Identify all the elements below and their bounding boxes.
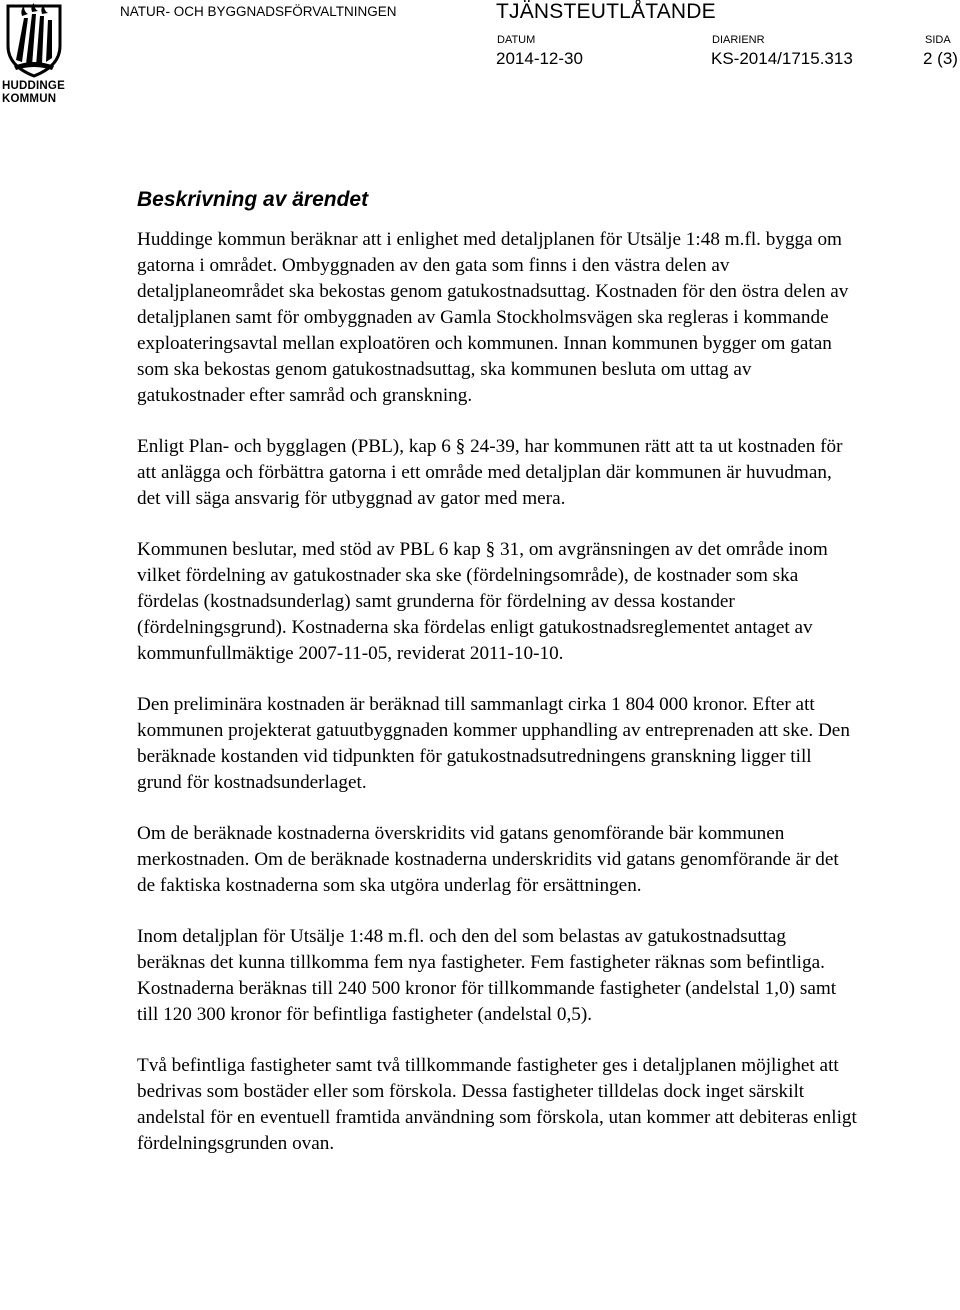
diary-number-value: KS-2014/1715.313 (711, 49, 853, 68)
document-type: TJÄNSTEUTLÅTANDE (496, 0, 716, 23)
logo-text-line1: HUDDINGE (2, 80, 65, 92)
document-body (137, 186, 857, 1182)
paragraph-7: Två befintliga fastigheter samt två tillkommande fastigheter ges i detaljplanen möjlighet att bedrivas som bostäder eller som förskola. Dessa fastigheter tilldelas dock inget särskilt andelstal för en eventuell framtida användning som förskola, utan kommer att debiteras enligt fördelningsgrunden ovan. (137, 1055, 857, 1154)
diary-number-label: DIARIENR (712, 34, 765, 46)
logo-text-line2: KOMMUN (2, 93, 57, 105)
paragraph-5: Om de beräknade kostnaderna överskridits vid gatans genomförande bär kommunen merkostnaden. Om de beräknade kostnaderna underskridits vid gatans genomförande är det de faktiska kostnaderna som ska utgöra underlag för ersättningen. (137, 823, 839, 896)
date-value: 2014-12-30 (496, 49, 583, 68)
paragraph-2: Enligt Plan- och bygglagen (PBL), kap 6 § 24-39, har kommunen rätt att ta ut kostnaden för att anlägga och förbättra gatorna i ett område med detaljplan där kommunen är huvudman, det vill säga ansvarig för utbyggnad av gator med mera. (137, 436, 843, 509)
paragraph-4: Den preliminära kostnaden är beräknad till sammanlagt cirka 1 804 000 kronor. Efter att kommunen projekterat gatuutbyggnaden kommer upphandling av entreprenaden att ske. Den beräknade kostanden vid tidpunkten för gatukostnadsutredningens granskning ligger till grund för kostnadsunderlaget. (137, 694, 850, 793)
department-name: NATUR- OCH BYGGNADSFÖRVALTNINGEN (120, 4, 397, 19)
paragraph-3: Kommunen beslutar, med stöd av PBL 6 kap § 31, om avgränsningen av det område inom vilket fördelning av gatukostnader ska ske (fördelningsområde), de kostnader som ska fördelas (kostnadsunderlag) samt grunderna för fördelning av dessa kostander (fördelningsgrund). Kostnaderna ska fördelas enligt gatukostnadsreglementet antaget av kommunfullmäktige 2007-11-05, reviderat 2011-10-10. (137, 539, 828, 664)
date-label: DATUM (497, 34, 536, 46)
coat-of-arms-icon (2, 2, 66, 78)
paragraph-6: Inom detaljplan för Utsälje 1:48 m.fl. och den del som belastas av gatukostnadsuttag beräknas det kunna tillkomma fem nya fastigheter. Fem fastigheter räknas som befintliga. Kostnaderna beräknas till 240 500 kronor för tillkommande fastigheter (andelstal 1,0) samt till 120 300 kronor för befintliga fastigheter (andelstal 0,5). (137, 926, 837, 1025)
section-heading: Beskrivning av ärendet (137, 188, 369, 211)
paragraph-1: Huddinge kommun beräknar att i enlighet med detaljplanen för Utsälje 1:48 m.fl. bygga om gatorna i området. Ombyggnaden av den gata som finns i den västra delen av detaljplaneområdet ska bekostas genom gatukostnadsuttag. Kostnaden för den östra delen av detaljplanen samt för ombyggnaden av Gamla Stockholmsvägen ska regleras i kommande exploateringsavtal mellan exploatören och kommunen. Innan kommunen bygger om gatan som ska bekostas genom gatukostnadsuttag, ska kommunen besluta om uttag av gatukostnader efter samråd och granskning. (137, 229, 849, 406)
municipality-logo (2, 2, 66, 106)
page-label: SIDA (925, 34, 951, 46)
page-number: 2 (3) (923, 49, 958, 68)
